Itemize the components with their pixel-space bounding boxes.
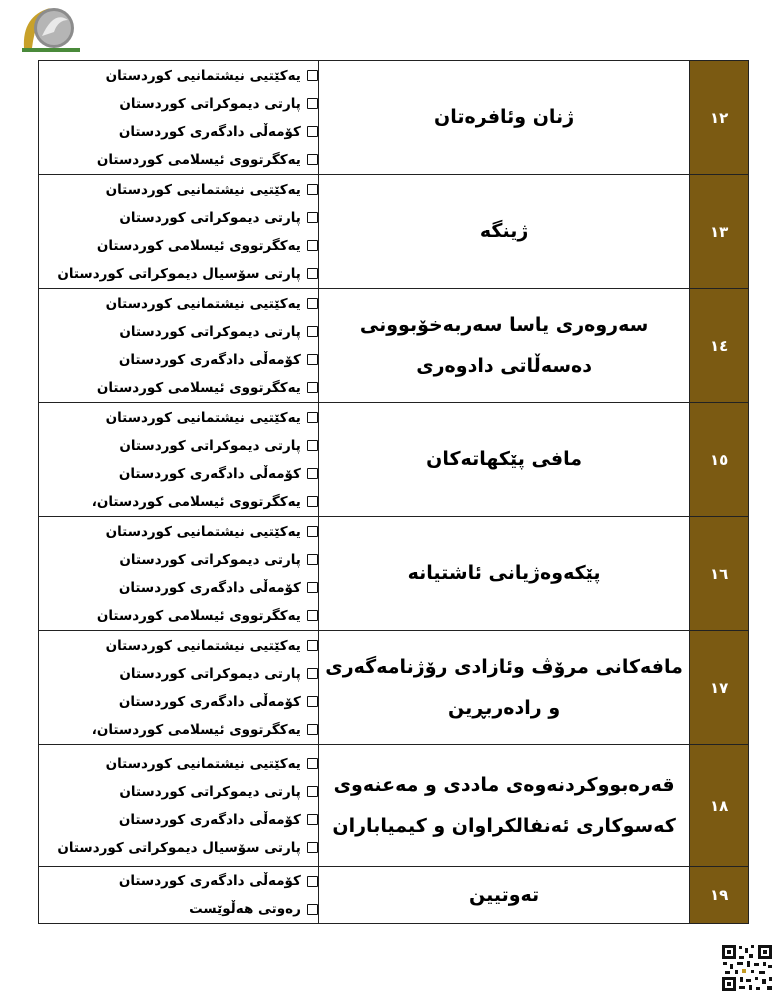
party-label: پارتی دیموکراتی کوردستان xyxy=(119,323,301,340)
topic-row xyxy=(39,61,749,175)
topic-title: ژنان وئافرەتان xyxy=(318,61,689,175)
topic-row xyxy=(39,867,749,924)
party-label: یەکگرتووی ئیسلامی کوردستان، xyxy=(91,493,301,510)
party-label: یەکگرتووی ئیسلامی کوردستان، xyxy=(91,721,301,738)
checkbox-icon[interactable] xyxy=(307,126,318,137)
checkbox-icon[interactable] xyxy=(307,496,318,507)
topic-title: تەوتیین xyxy=(318,867,689,924)
topic-row xyxy=(39,631,749,745)
party-label: یەکێتیی نیشتمانیی کوردستان xyxy=(105,67,301,84)
party-option xyxy=(39,716,318,744)
party-label: پارتی دیموکراتی کوردستان xyxy=(119,783,301,800)
party-label: پارتی دیموکراتی کوردستان xyxy=(119,95,301,112)
checkbox-icon[interactable] xyxy=(307,668,318,679)
party-label: کۆمەڵی دادگەری کوردستان xyxy=(118,465,301,482)
party-label: رەوتی هەڵوێست xyxy=(189,901,301,917)
checkbox-icon[interactable] xyxy=(307,526,318,537)
party-option xyxy=(39,204,318,232)
party-option xyxy=(39,374,318,402)
topic-row xyxy=(39,403,749,517)
party-option xyxy=(39,176,318,204)
party-list xyxy=(39,61,319,175)
checkbox-icon[interactable] xyxy=(307,814,318,825)
party-option xyxy=(39,346,318,374)
party-label: یەکێتیی نیشتمانیی کوردستان xyxy=(105,637,301,654)
party-list xyxy=(39,517,319,631)
checkbox-icon[interactable] xyxy=(307,70,318,81)
party-label: پارتی سۆسیال دیموکراتی کوردستان xyxy=(57,839,301,856)
party-option xyxy=(39,895,318,923)
party-label: کۆمەڵی دادگەری کوردستان xyxy=(118,873,301,889)
party-option xyxy=(39,290,318,318)
row-number: ١٤ xyxy=(690,289,749,403)
checkbox-icon[interactable] xyxy=(307,382,318,393)
checkbox-icon[interactable] xyxy=(307,724,318,735)
topic-row xyxy=(39,175,749,289)
checkbox-icon[interactable] xyxy=(307,554,318,565)
party-label: کۆمەڵی دادگەری کوردستان xyxy=(118,693,301,710)
checkbox-icon[interactable] xyxy=(307,412,318,423)
party-option xyxy=(39,146,318,174)
topic-title: پێکەوەژیانی ئاشتیانە xyxy=(318,517,689,631)
checkbox-icon[interactable] xyxy=(307,786,318,797)
party-list xyxy=(39,745,319,867)
checkbox-icon[interactable] xyxy=(307,758,318,769)
party-label: یەکگرتووی ئیسلامی کوردستان xyxy=(96,607,301,624)
checkbox-icon[interactable] xyxy=(307,98,318,109)
row-number: ١٩ xyxy=(690,867,749,924)
checkbox-icon[interactable] xyxy=(307,440,318,451)
party-option xyxy=(39,867,318,895)
party-option xyxy=(39,432,318,460)
checkbox-icon[interactable] xyxy=(307,904,318,915)
party-list xyxy=(39,631,319,745)
checkbox-icon[interactable] xyxy=(307,842,318,853)
party-label: کۆمەڵی دادگەری کوردستان xyxy=(118,351,301,368)
party-label: کۆمەڵی دادگەری کوردستان xyxy=(118,123,301,140)
row-number: ١٧ xyxy=(690,631,749,745)
party-label: پارتی سۆسیال دیموکراتی کوردستان xyxy=(57,265,301,282)
checkbox-icon[interactable] xyxy=(307,184,318,195)
party-list xyxy=(39,289,319,403)
party-label: یەکێتیی نیشتمانیی کوردستان xyxy=(105,295,301,312)
party-list xyxy=(39,175,319,289)
row-number: ١٣ xyxy=(690,175,749,289)
party-label: یەکگرتووی ئیسلامی کوردستان xyxy=(96,237,301,254)
party-label: پارتی دیموکراتی کوردستان xyxy=(119,665,301,682)
party-label: پارتی دیموکراتی کوردستان xyxy=(119,551,301,568)
topic-title: سەروەری یاسا سەربەخۆبوونی دەسەڵاتی دادوەری xyxy=(318,289,689,403)
party-label: یەکگرتووی ئیسلامی کوردستان xyxy=(96,379,301,396)
party-label: یەکێتیی نیشتمانیی کوردستان xyxy=(105,409,301,426)
party-label: کۆمەڵی دادگەری کوردستان xyxy=(118,579,301,596)
checkbox-icon[interactable] xyxy=(307,268,318,279)
topic-title: مافی پێکهاتەکان xyxy=(318,403,689,517)
party-option xyxy=(39,118,318,146)
party-list xyxy=(39,867,319,924)
checkbox-icon[interactable] xyxy=(307,696,318,707)
checkbox-icon[interactable] xyxy=(307,610,318,621)
checkbox-icon[interactable] xyxy=(307,354,318,365)
party-option xyxy=(39,602,318,630)
topics-table xyxy=(38,60,749,924)
topic-title: قەرەبووکردنەوەی ماددی و مەعنەوی کەسوکاری ئەنفالکراوان و کیمیاباران xyxy=(318,745,689,867)
party-label: یەکێتیی نیشتمانیی کوردستان xyxy=(105,181,301,198)
checkbox-icon[interactable] xyxy=(307,298,318,309)
party-option xyxy=(39,62,318,90)
party-option xyxy=(39,806,318,834)
party-label: یەکگرتووی ئیسلامی کوردستان xyxy=(96,151,301,168)
row-number: ١٢ xyxy=(690,61,749,175)
party-option xyxy=(39,232,318,260)
checkbox-icon[interactable] xyxy=(307,212,318,223)
party-option xyxy=(39,834,318,862)
qr-code xyxy=(721,944,773,992)
row-number: ١٦ xyxy=(690,517,749,631)
party-option xyxy=(39,518,318,546)
checkbox-icon[interactable] xyxy=(307,468,318,479)
organization-logo xyxy=(18,2,84,54)
party-option xyxy=(39,660,318,688)
checkbox-icon[interactable] xyxy=(307,326,318,337)
topic-row xyxy=(39,517,749,631)
checkbox-icon[interactable] xyxy=(307,582,318,593)
party-label: کۆمەڵی دادگەری کوردستان xyxy=(118,811,301,828)
party-option xyxy=(39,778,318,806)
party-option xyxy=(39,546,318,574)
party-label: یەکێتیی نیشتمانیی کوردستان xyxy=(105,523,301,540)
party-option xyxy=(39,90,318,118)
party-option xyxy=(39,260,318,288)
topic-row xyxy=(39,745,749,867)
checkbox-icon[interactable] xyxy=(307,154,318,165)
party-list xyxy=(39,403,319,517)
checkbox-icon[interactable] xyxy=(307,240,318,251)
checkbox-icon[interactable] xyxy=(307,640,318,651)
party-option xyxy=(39,574,318,602)
topic-title: ژینگە xyxy=(318,175,689,289)
party-label: یەکێتیی نیشتمانیی کوردستان xyxy=(105,755,301,772)
party-option xyxy=(39,460,318,488)
row-number: ١٥ xyxy=(690,403,749,517)
checkbox-icon[interactable] xyxy=(307,876,318,887)
party-option xyxy=(39,404,318,432)
party-label: پارتی دیموکراتی کوردستان xyxy=(119,209,301,226)
row-number: ١٨ xyxy=(690,745,749,867)
party-option xyxy=(39,318,318,346)
topic-title: مافەکانی مرۆڤ وئازادی رۆژنامەگەری و رادەربڕین xyxy=(318,631,689,745)
topic-row xyxy=(39,289,749,403)
party-label: پارتی دیموکراتی کوردستان xyxy=(119,437,301,454)
party-option xyxy=(39,750,318,778)
party-option xyxy=(39,688,318,716)
party-option xyxy=(39,632,318,660)
party-option xyxy=(39,488,318,516)
